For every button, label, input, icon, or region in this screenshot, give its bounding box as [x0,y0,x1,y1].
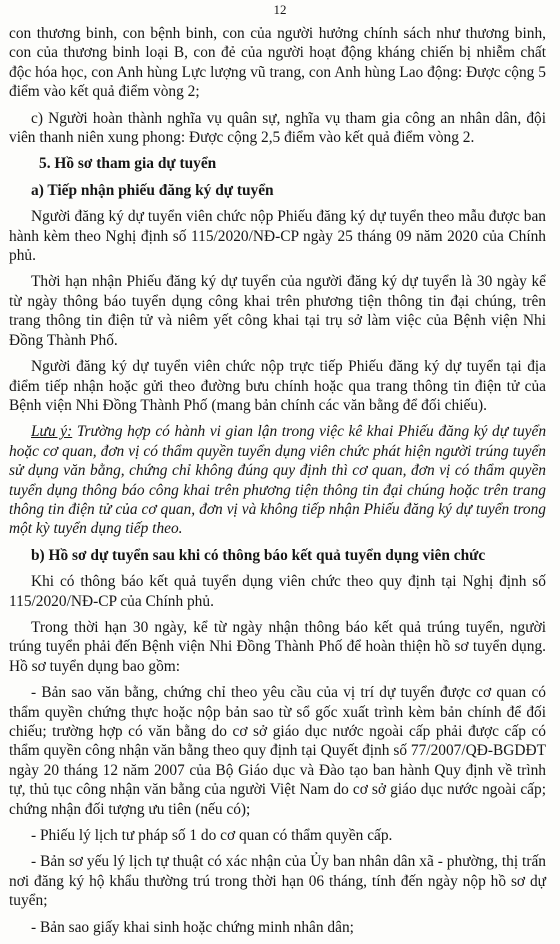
note-label: Lưu ý: [31,423,73,441]
section-heading-5: 5. Hồ sơ tham gia dự tuyển [39,155,217,173]
subsection-heading-b: b) Hồ sơ dự tuyển sau khi có thông báo kết quả tuyển dụng viên chức [31,546,486,564]
paragraph-a2: Thời hạn nhận Phiếu đăng ký dự tuyển của người đăng ký dự tuyển là 30 ngày kể từ ngày thông báo tuyển dụng công khai trên phương tiện thông tin đại chúng, trên trang thông tin điện tử và niêm yết công khai tại trụ sở làm việc của Bệnh viện Nhi Đồng Thành Phố. [9,273,546,349]
subsection-heading-a: a) Tiếp nhận phiếu đăng ký dự tuyển [31,181,274,199]
paragraph-b6: - Bản sao giấy khai sinh hoặc chứng minh nhân dân; [31,918,354,936]
paragraph-b5: - Bản sơ yếu lý lịch tự thuật có xác nhận của Ủy ban nhân dân xã - phường, thị trấn nơi đăng ký hộ khẩu thường trú trong thời hạn 06 tháng, tính đến ngày nộp hồ sơ dự tuyển; [9,853,546,910]
paragraph-b3: - Bản sao văn bằng, chứng chỉ theo yêu cầu của vị trí dự tuyển được cơ quan có thẩm quyền chứng thực hoặc nộp bản sao từ sổ gốc xuất trình kèm bản chính để đối chiếu; trường hợp có văn bằng do cơ sở giáo dục nước ngoài cấp phải được cấp có thẩm quyền công nhận văn bằng theo quy định tại Quyết định số 77/2007/QĐ-BGDĐT ngày 20 tháng 12 năm 2007 của Bộ Giáo dục và Đào tạo ban hành Quy định về trình tự, thủ tục công nhận văn bằng của người Việt Nam do cơ sở giáo dục nước ngoài cấp; chứng nhận đối tượng ưu tiên (nếu có); [9,684,546,818]
paragraph-b2: Trong thời hạn 30 ngày, kể từ ngày nhận thông báo kết quả trúng tuyển, người trúng tuyển phải đến Bệnh viện Nhi Đồng Thành Phố để hoàn thiện hồ sơ tuyển dụng. Hồ sơ tuyển dụng bao gồm: [9,618,546,675]
page-number: 12 [273,2,287,17]
paragraph-a3: Người đăng ký dự tuyển viên chức nộp trực tiếp Phiếu đăng ký dự tuyển tại địa điểm tiếp nhận hoặc gửi theo đường bưu chính hoặc qua trang thông tin điện tử của Bệnh viện Nhi Đồng Thành Phố (mang bản chính các văn bằng để đối chiếu). [9,358,546,414]
document-body [9,24,546,944]
paragraph-continuation: con thương binh, con bệnh binh, con của người hưởng chính sách như thương binh, con của thương binh loại B, con đẻ của người hoạt động kháng chiến bị nhiễm chất độc hóa học, con Anh hùng Lực lượng vũ trang, con Anh hùng Lao động: Được cộng 5 điểm vào kết quả điểm vòng 2; [9,25,546,101]
note-text: Trường hợp có hành vi gian lận trong việc kê khai Phiếu đăng ký dự tuyển hoặc cơ quan, đơn vị có thẩm quyền tuyển dụng viên chức phát hiện người trúng tuyển sử dụng văn bằng, chứng chỉ không đúng quy định thì cơ quan, đơn vị có thẩm quyền tuyển dụng thông báo công khai trên phương tiện thông tin đại chúng hoặc trên trang thông tin điện tử của cơ quan, đơn vị và không tiếp nhận Phiếu đăng ký dự tuyển trong một kỳ tuyển dụng tiếp theo. [9,423,547,538]
paragraph-a1: Người đăng ký dự tuyển viên chức nộp Phiếu đăng ký dự tuyển theo mẫu được ban hành kèm theo Nghị định số 115/2020/NĐ-CP ngày 25 tháng 09 năm 2020 của Chính phủ. [9,208,546,265]
paragraph-b4: - Phiếu lý lịch tư pháp số 1 do cơ quan có thẩm quyền cấp. [31,827,393,845]
paragraph-b1: Khi có thông báo kết quả tuyển dụng viên chức theo quy định tại Nghị định số 115/2020/NĐ-CP của Chính phủ. [9,573,546,610]
paragraph-item-c: c) Người hoàn thành nghĩa vụ quân sự, nghĩa vụ tham gia công an nhân dân, đội viên thanh niên xung phong: Được cộng 2,5 điểm vào kết quả điểm vòng 2. [9,109,546,147]
note-paragraph [9,422,546,538]
